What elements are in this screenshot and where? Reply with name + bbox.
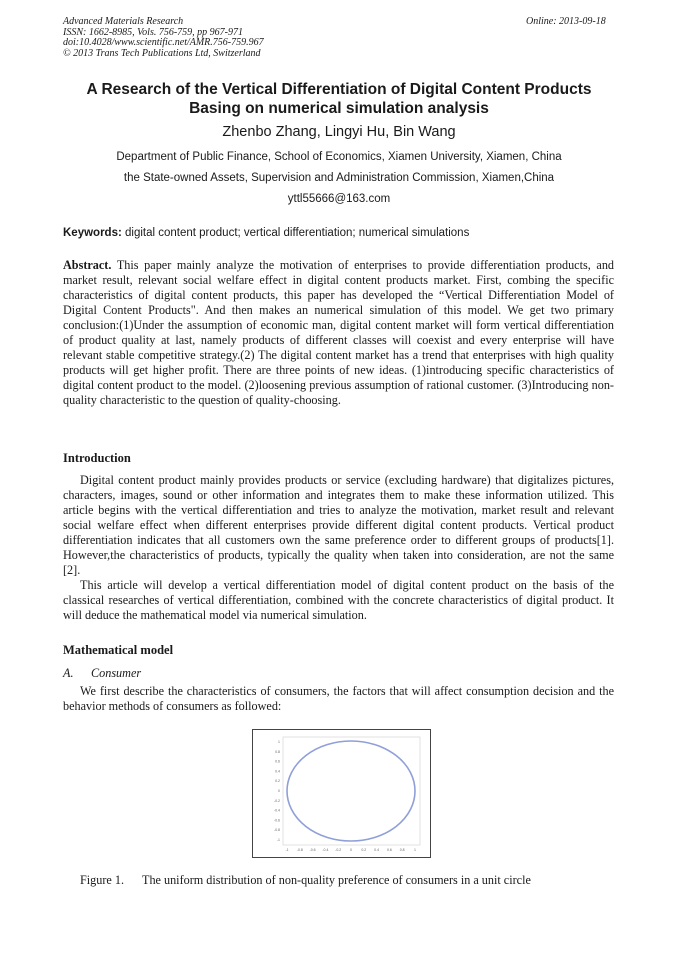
x-tick-label: -0.4: [322, 848, 329, 852]
keywords: [63, 227, 623, 239]
journal-copyright: © 2013 Trans Tech Publications Ltd, Switzerland: [63, 47, 261, 59]
introduction-paragraph-1: Digital content product mainly provides products or service (excluding hardware) that digitalizes pictures, characters, images, sound or other information and integrates them to make these information utilized. This article begins with the vertical differentiation and tries to analyze the motivation, market result and relevant social welfare effect when different enterprises provide different digital content products. Vertical product differentiation indicates that all customers own the same preference order to different groups of products[1]. However,the characteristics of products, typically the quality when taken into consideration, are not the same [2].: [63, 473, 614, 577]
y-tick-label: 0: [278, 789, 280, 793]
x-tick-label: -0.6: [309, 848, 316, 852]
keywords-label: Keywords:: [63, 227, 122, 239]
x-tick-label: -0.2: [335, 848, 342, 852]
title-line-2: Basing on numerical simulation analysis: [189, 100, 489, 117]
model-body: [63, 684, 614, 714]
journal-header: [63, 17, 264, 59]
x-tick-label: 0.8: [399, 848, 405, 852]
x-tick-label: -1: [285, 848, 289, 852]
x-tick-label: -0.8: [296, 848, 303, 852]
x-tick-label: 0.6: [386, 848, 392, 852]
model-paragraph: We first describe the characteristics of consumers, the factors that will affect consumption decision and the behavior methods of consumers as followed:: [63, 684, 614, 713]
x-tick-label: 0.2: [361, 848, 367, 852]
introduction-heading: Introduction: [63, 451, 131, 465]
x-tick-label: 0: [350, 848, 352, 852]
y-tick-label: -0.6: [273, 818, 280, 823]
x-tick-label: 1: [414, 848, 416, 852]
x-tick-label: 0.4: [374, 848, 380, 852]
figure-label: Figure 1.: [80, 873, 125, 887]
y-tick-label: 0.6: [275, 759, 280, 764]
online-date: Online: 2013-09-18: [526, 16, 606, 27]
y-tick-label: 1: [278, 740, 280, 744]
keywords-text: digital content product; vertical differentiation; numerical simulations: [125, 227, 470, 239]
author-list: Zhenbo Zhang, Lingyi Hu, Bin Wang: [222, 124, 456, 140]
abstract-text: This paper mainly analyze the motivation of enterprises to provide differentiation products, and market result, relevant social welfare effect in digital content products market. First, combing the specific characteristics of digital content products, this paper has developed the “Vertical Differentiation Model of Digital Content Products". And then makes an numerical simulation of this model. We get two primary conclusion:(1)Under the assumption of economic man, digital content market will form vertical differentiation of product quality at last, namely products of different classes will coexist and every enterprise will have relevant stable competitive strategy.(2) The digital content market has a trend that enterprises with high quality products will get higher profit. There are three points of new ideas. (1)introducing specific characteristics of digital content product to the model. (2)loosening previous assumption of rational customer. (3)Introducing non-quality characteristic to the question of quality-choosing.: [63, 258, 615, 407]
subsection-number: A.: [63, 666, 74, 680]
y-tick-label: 0.4: [275, 769, 280, 774]
journal-doi[interactable]: doi:10.4028/www.scientific.net/AMR.756-759.967: [63, 37, 264, 48]
figure-1-caption: [80, 873, 531, 888]
introduction-body: [63, 473, 614, 623]
y-tick-labels: [274, 740, 280, 842]
author-email[interactable]: yttl55666@163.com: [287, 193, 391, 205]
y-tick-label: -0.2: [273, 798, 280, 803]
model-heading: Mathematical model: [63, 643, 174, 657]
paper-title: [40, 80, 638, 118]
abstract-label: Abstract.: [63, 258, 112, 272]
title-line-1: A Research of the Vertical Differentiation of Digital Content Products: [86, 81, 592, 98]
y-tick-label: -1: [276, 838, 280, 842]
subsection-title: Consumer: [91, 666, 142, 680]
unit-circle-plot: [253, 730, 430, 857]
figure-caption-text: The uniform distribution of non-quality preference of consumers in a unit circle: [142, 873, 531, 887]
journal-name: Advanced Materials Research: [63, 16, 184, 27]
x-tick-labels: [285, 848, 416, 852]
plot-axes-box: [283, 737, 420, 845]
unit-circle-curve: [287, 741, 415, 841]
y-tick-label: 0.2: [275, 779, 280, 784]
y-tick-label: 0.8: [275, 749, 280, 754]
abstract: [63, 258, 614, 408]
journal-issn: ISSN: 1662-8985, Vols. 756-759, pp 967-971: [63, 26, 243, 38]
affiliation-1: Department of Public Finance, School of Economics, Xiamen University, Xiamen, China: [116, 151, 562, 163]
affiliation-2: the State-owned Assets, Supervision and Administration Commission, Xiamen,China: [123, 172, 555, 184]
y-tick-label: -0.4: [273, 808, 280, 813]
y-tick-label: -0.8: [273, 828, 280, 833]
introduction-paragraph-2: This article will develop a vertical differentiation model of digital content product on the basis of the classical researches of vertical differentiation, combined with the concrete characteristics of digital product. It will deduce the mathematical model via numerical simulation.: [63, 578, 614, 622]
figure-1: [252, 729, 431, 858]
consumer-subheading: [63, 666, 141, 681]
